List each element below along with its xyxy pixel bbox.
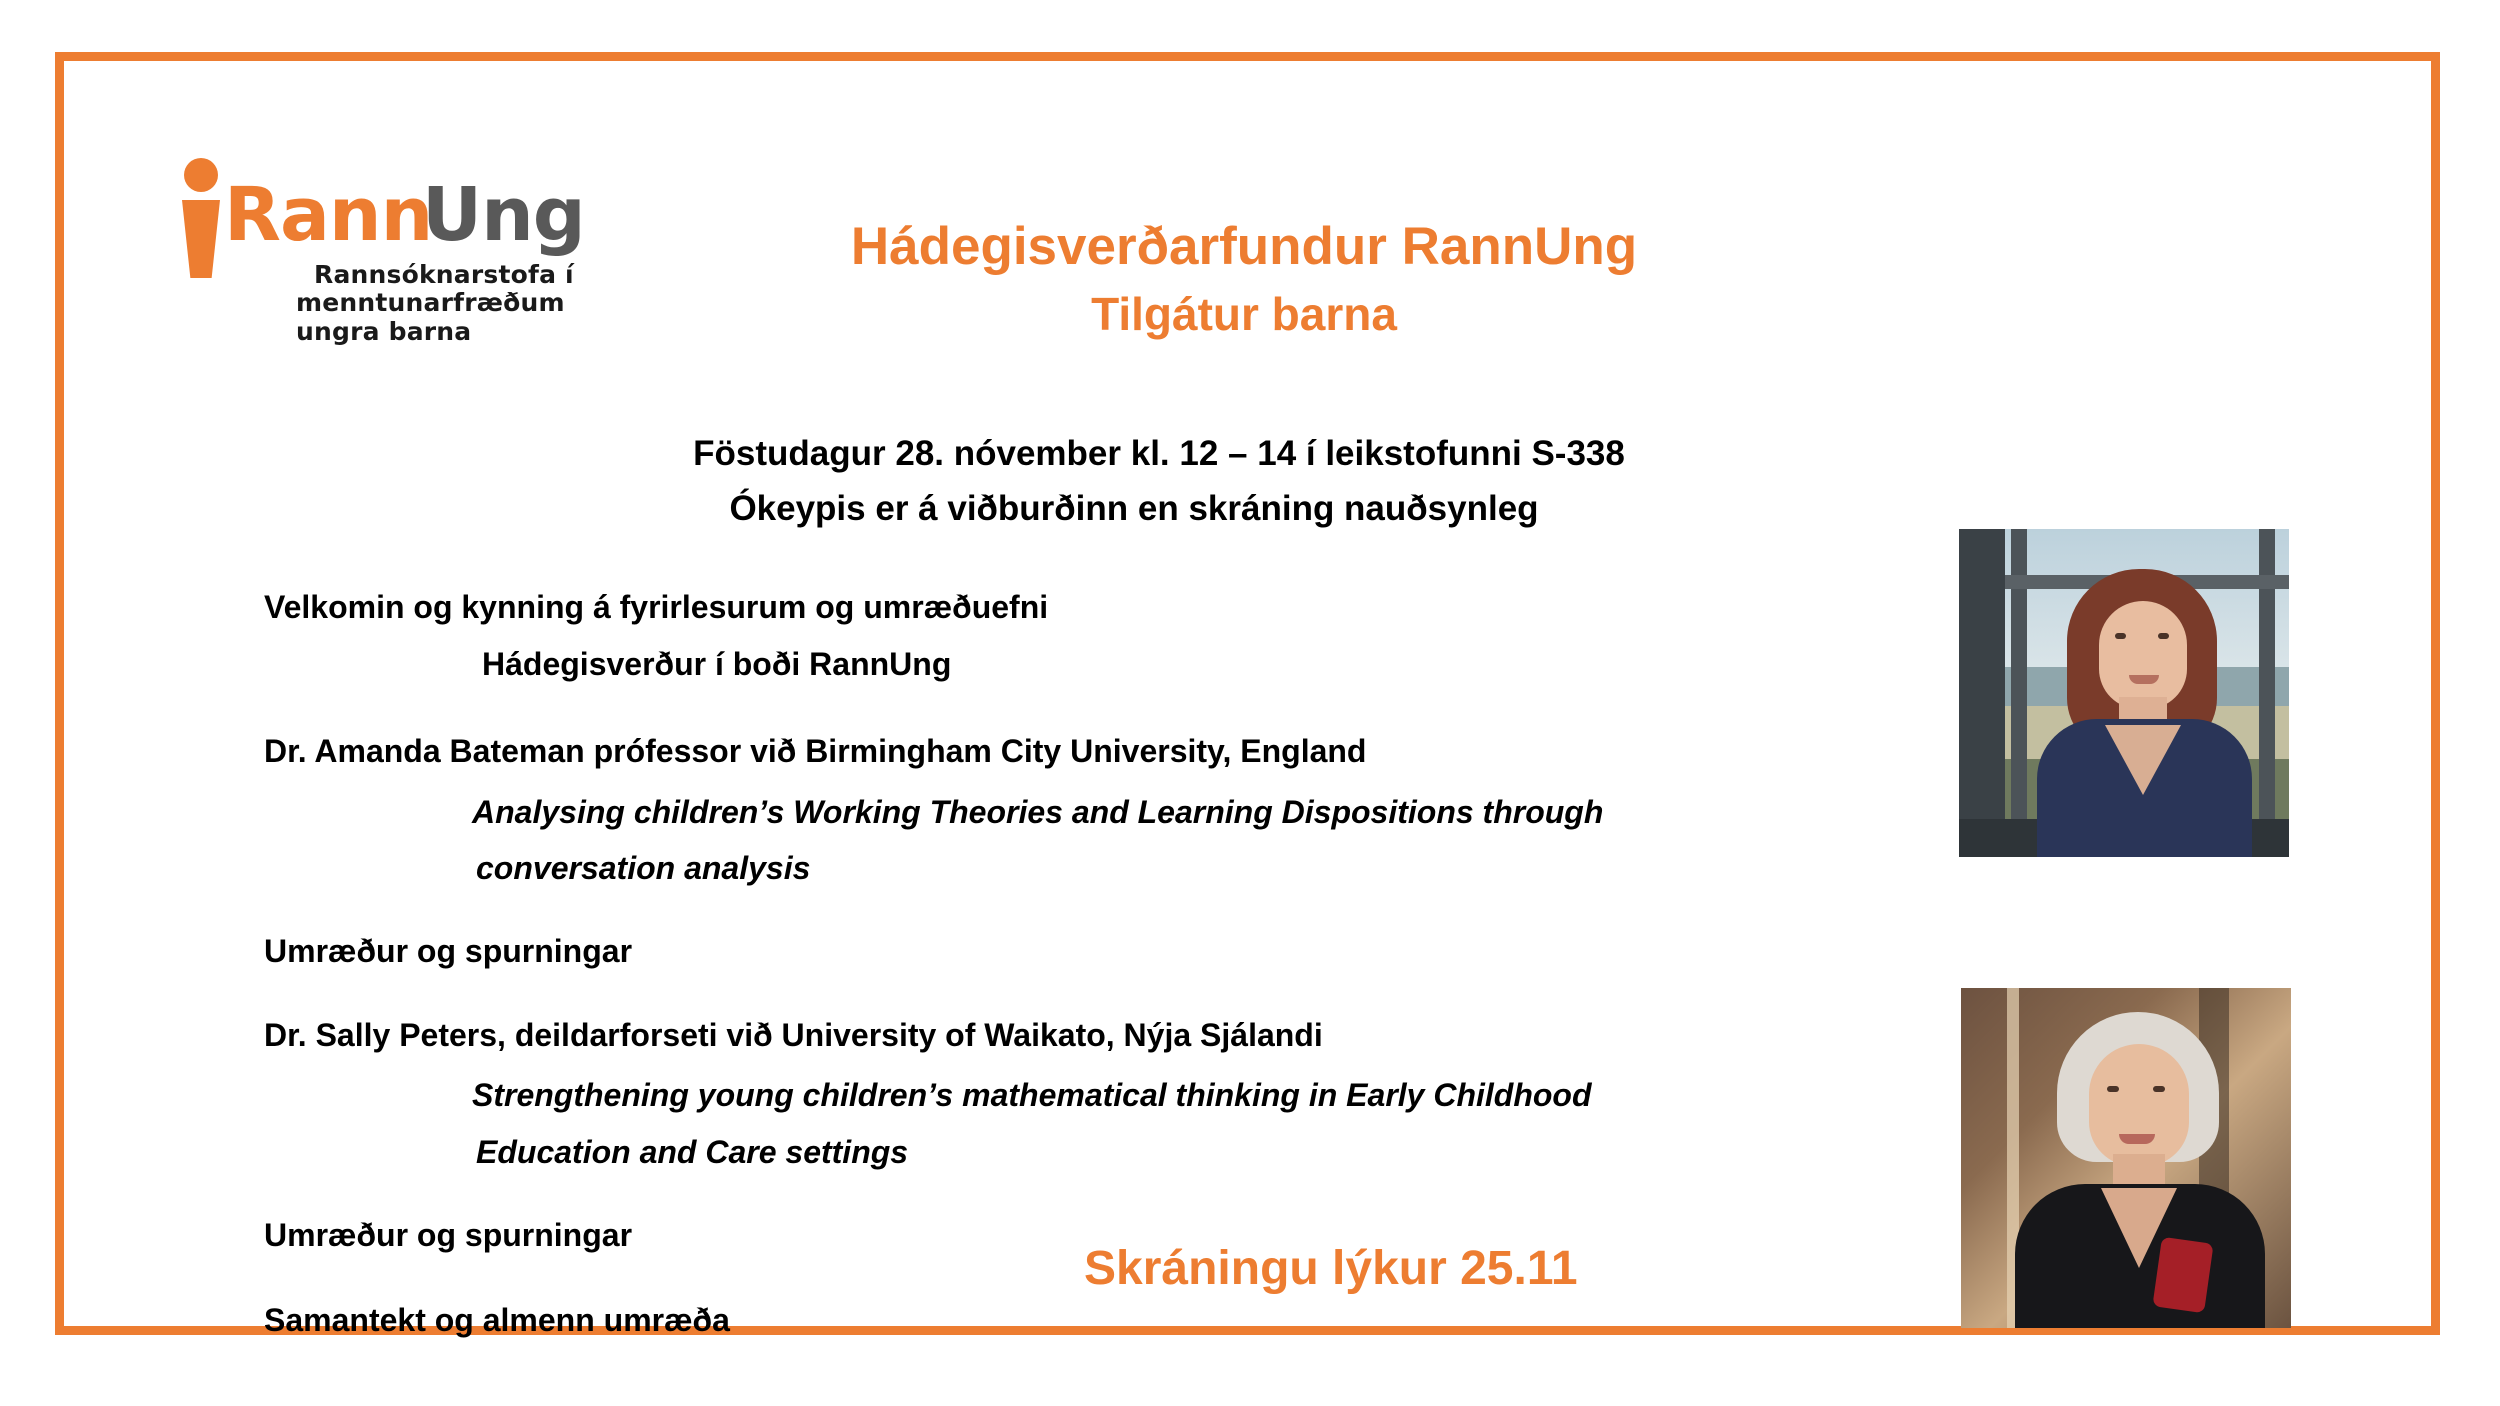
logo-name-part2: Ung [422,172,585,258]
person-eye [2158,633,2169,639]
programme-item: Strengthening young children’s mathematical thinking in Early Childhood [472,1077,1592,1113]
person-eye [2153,1086,2165,1092]
event-registration-note: Ókeypis er á viðburðinn en skráning nauðsynleg [729,489,1539,528]
programme-item: Umræður og spurningar [264,933,633,969]
person-eye [2115,633,2126,639]
speaker-photo-sally-peters [1961,988,2291,1328]
person-scarf [2152,1237,2213,1314]
person-face [2099,601,2187,709]
programme-item: Samantekt og almenn umræða [264,1302,730,1338]
poster-card [55,52,2440,1338]
photo-edge-shadow [1959,529,2005,857]
poster-subtitle: Tilgátur barna [1091,288,1397,340]
person-face [2089,1044,2189,1166]
programme-item: Dr. Amanda Bateman prófessor við Birmingham City University, England [264,733,1367,769]
programme-item: Umræður og spurningar [264,1217,633,1253]
registration-deadline: Skráningu lýkur 25.11 [1084,1242,1578,1295]
person-mouth [2129,675,2159,684]
programme-item: Hádegisverður í boði RannUng [482,646,952,682]
logo-dot-icon [184,158,218,192]
person-mouth [2119,1134,2155,1144]
event-datetime-line: Föstudagur 28. nóvember kl. 12 – 14 í leikstofunni S-338 [693,434,1625,473]
logo-figure-icon [182,200,220,278]
poster-title: Hádegisverðarfundur RannUng [850,217,1638,276]
logo-tagline-line1: Rannsóknarstofa í [314,260,574,289]
programme-item: Education and Care settings [476,1134,909,1170]
person-eye [2107,1086,2119,1092]
programme-item: conversation analysis [476,850,811,886]
programme-item: Analysing children’s Working Theories and Learning Dispositions through [472,794,1604,830]
logo-tagline-line2: menntunarfræðum ungra barna [296,288,565,346]
programme-item: Velkomin og kynning á fyrirlesurum og umræðuefni [264,589,1049,625]
logo-name-part1: Rann [224,172,433,258]
programme-item: Dr. Sally Peters, deildarforseti við University of Waikato, Nýja Sjálandi [264,1017,1323,1053]
speaker-photo-amanda-bateman [1959,529,2289,857]
